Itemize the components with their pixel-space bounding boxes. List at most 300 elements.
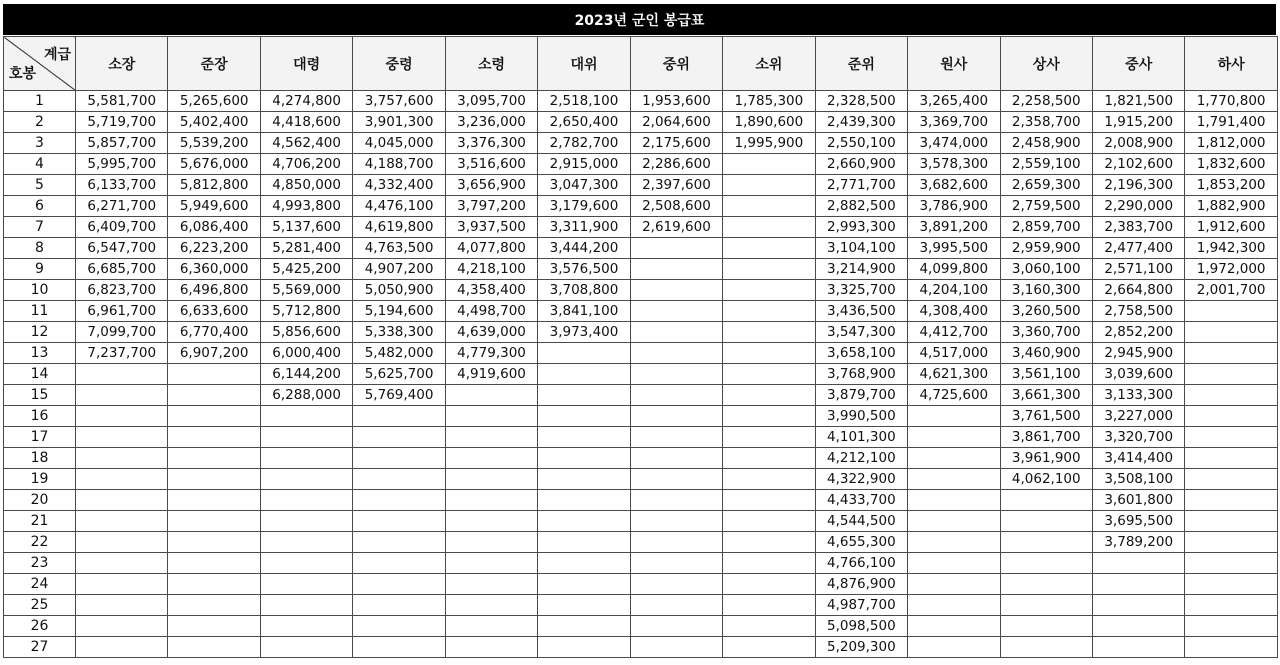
pay-cell: 3,236,000 <box>445 112 537 133</box>
pay-cell <box>723 280 815 301</box>
rank-header: 준위 <box>815 37 907 91</box>
pay-cell <box>168 406 260 427</box>
pay-cell: 4,562,400 <box>260 133 352 154</box>
table-row <box>4 154 1278 175</box>
pay-cell: 5,569,000 <box>260 280 352 301</box>
pay-cell <box>538 406 630 427</box>
pay-cell <box>538 616 630 637</box>
table-row <box>4 490 1278 511</box>
table-row <box>4 217 1278 238</box>
pay-cell: 7,099,700 <box>76 322 168 343</box>
pay-cell <box>168 553 260 574</box>
pay-cell: 5,137,600 <box>260 217 352 238</box>
pay-cell <box>538 532 630 553</box>
pay-cell: 3,376,300 <box>445 133 537 154</box>
pay-cell <box>908 448 1000 469</box>
pay-cell: 5,676,000 <box>168 154 260 175</box>
pay-cell: 7,237,700 <box>76 343 168 364</box>
pay-cell: 6,144,200 <box>260 364 352 385</box>
pay-cell: 4,498,700 <box>445 301 537 322</box>
pay-cell <box>76 406 168 427</box>
pay-cell: 3,414,400 <box>1092 448 1184 469</box>
pay-cell: 2,945,900 <box>1092 343 1184 364</box>
table-row <box>4 469 1278 490</box>
pay-cell <box>630 238 722 259</box>
pay-cell <box>538 469 630 490</box>
pay-cell: 4,204,100 <box>908 280 1000 301</box>
table-row <box>4 91 1278 112</box>
pay-cell: 2,782,700 <box>538 133 630 154</box>
pay-cell <box>723 175 815 196</box>
pay-cell: 3,227,000 <box>1092 406 1184 427</box>
pay-cell <box>353 595 445 616</box>
table-row <box>4 637 1278 658</box>
pay-cell: 5,856,600 <box>260 322 352 343</box>
table-row <box>4 532 1278 553</box>
pay-cell: 3,695,500 <box>1092 511 1184 532</box>
pay-cell <box>353 427 445 448</box>
pay-cell: 3,973,400 <box>538 322 630 343</box>
step-cell: 19 <box>4 469 76 490</box>
pay-cell: 5,194,600 <box>353 301 445 322</box>
pay-cell <box>723 406 815 427</box>
pay-cell <box>1185 511 1277 532</box>
pay-cell: 1,812,000 <box>1185 133 1277 154</box>
pay-cell <box>723 511 815 532</box>
step-cell: 21 <box>4 511 76 532</box>
pay-cell <box>1185 574 1277 595</box>
pay-cell <box>630 595 722 616</box>
pay-cell: 2,397,600 <box>630 175 722 196</box>
pay-cell <box>908 532 1000 553</box>
table-row <box>4 133 1278 154</box>
pay-table <box>3 36 1278 658</box>
pay-cell <box>723 616 815 637</box>
pay-cell <box>630 574 722 595</box>
pay-cell: 2,660,900 <box>815 154 907 175</box>
pay-cell: 3,561,100 <box>1000 364 1092 385</box>
pay-cell: 3,214,900 <box>815 259 907 280</box>
pay-cell <box>723 469 815 490</box>
pay-cell <box>908 553 1000 574</box>
pay-cell <box>445 448 537 469</box>
pay-cell: 1,785,300 <box>723 91 815 112</box>
pay-cell: 5,857,700 <box>76 133 168 154</box>
pay-cell <box>538 385 630 406</box>
pay-cell <box>538 490 630 511</box>
pay-cell <box>630 427 722 448</box>
pay-cell <box>445 511 537 532</box>
pay-cell <box>76 490 168 511</box>
pay-cell: 2,008,900 <box>1092 133 1184 154</box>
rank-header: 소령 <box>445 37 537 91</box>
pay-cell <box>1185 490 1277 511</box>
pay-cell: 4,077,800 <box>445 238 537 259</box>
pay-cell <box>1185 427 1277 448</box>
step-cell: 1 <box>4 91 76 112</box>
step-cell: 5 <box>4 175 76 196</box>
pay-cell: 3,658,100 <box>815 343 907 364</box>
table-row <box>4 196 1278 217</box>
pay-cell <box>723 217 815 238</box>
pay-cell <box>260 532 352 553</box>
pay-cell: 5,098,500 <box>815 616 907 637</box>
pay-cell: 6,685,700 <box>76 259 168 280</box>
pay-cell: 2,477,400 <box>1092 238 1184 259</box>
pay-cell: 5,769,400 <box>353 385 445 406</box>
pay-cell <box>260 637 352 658</box>
pay-cell: 5,539,200 <box>168 133 260 154</box>
pay-cell <box>76 637 168 658</box>
pay-cell: 5,482,000 <box>353 343 445 364</box>
pay-cell: 3,047,300 <box>538 175 630 196</box>
table-row <box>4 112 1278 133</box>
pay-cell: 3,768,900 <box>815 364 907 385</box>
pay-cell: 1,832,600 <box>1185 154 1277 175</box>
pay-cell <box>445 469 537 490</box>
pay-cell: 3,474,000 <box>908 133 1000 154</box>
pay-cell: 3,995,500 <box>908 238 1000 259</box>
pay-cell: 1,915,200 <box>1092 112 1184 133</box>
pay-cell <box>353 616 445 637</box>
pay-cell <box>168 364 260 385</box>
pay-cell: 3,786,900 <box>908 196 1000 217</box>
pay-cell <box>908 616 1000 637</box>
pay-cell: 3,516,600 <box>445 154 537 175</box>
pay-cell: 1,953,600 <box>630 91 722 112</box>
pay-cell: 6,496,800 <box>168 280 260 301</box>
pay-cell <box>538 637 630 658</box>
pay-cell <box>630 616 722 637</box>
pay-cell <box>908 637 1000 658</box>
pay-cell: 4,655,300 <box>815 532 907 553</box>
pay-cell <box>168 448 260 469</box>
pay-cell <box>538 574 630 595</box>
pay-cell <box>723 595 815 616</box>
pay-cell <box>260 574 352 595</box>
pay-cell <box>353 532 445 553</box>
pay-cell <box>76 364 168 385</box>
pay-cell: 4,779,300 <box>445 343 537 364</box>
pay-cell: 3,325,700 <box>815 280 907 301</box>
pay-cell: 6,961,700 <box>76 301 168 322</box>
pay-cell <box>723 259 815 280</box>
table-row <box>4 385 1278 406</box>
pay-cell <box>723 637 815 658</box>
pay-cell: 4,876,900 <box>815 574 907 595</box>
pay-cell <box>630 448 722 469</box>
table-row <box>4 553 1278 574</box>
pay-cell: 2,559,100 <box>1000 154 1092 175</box>
pay-cell: 3,265,400 <box>908 91 1000 112</box>
pay-cell <box>1185 469 1277 490</box>
pay-cell: 4,907,200 <box>353 259 445 280</box>
pay-cell <box>630 301 722 322</box>
pay-cell <box>1185 385 1277 406</box>
pay-cell <box>630 490 722 511</box>
pay-cell <box>260 448 352 469</box>
pay-cell: 2,358,700 <box>1000 112 1092 133</box>
pay-cell: 4,619,800 <box>353 217 445 238</box>
table-row <box>4 595 1278 616</box>
table-row <box>4 343 1278 364</box>
pay-cell: 3,961,900 <box>1000 448 1092 469</box>
pay-cell: 3,311,900 <box>538 217 630 238</box>
pay-cell: 5,402,400 <box>168 112 260 133</box>
step-cell: 24 <box>4 574 76 595</box>
pay-cell: 5,812,800 <box>168 175 260 196</box>
pay-cell <box>353 490 445 511</box>
pay-cell <box>538 343 630 364</box>
pay-cell <box>630 280 722 301</box>
pay-cell: 2,659,300 <box>1000 175 1092 196</box>
step-cell: 13 <box>4 343 76 364</box>
pay-cell <box>168 532 260 553</box>
pay-cell: 3,060,100 <box>1000 259 1092 280</box>
rank-header: 대위 <box>538 37 630 91</box>
pay-cell: 2,328,500 <box>815 91 907 112</box>
pay-cell: 4,212,100 <box>815 448 907 469</box>
pay-cell <box>630 322 722 343</box>
pay-cell <box>630 385 722 406</box>
pay-cell <box>445 553 537 574</box>
table-row <box>4 301 1278 322</box>
pay-cell <box>353 406 445 427</box>
pay-cell: 5,625,700 <box>353 364 445 385</box>
pay-cell <box>723 427 815 448</box>
pay-cell: 4,218,100 <box>445 259 537 280</box>
pay-cell: 1,995,900 <box>723 133 815 154</box>
pay-cell <box>1092 637 1184 658</box>
pay-cell <box>538 511 630 532</box>
pay-cell: 6,133,700 <box>76 175 168 196</box>
pay-cell: 3,547,300 <box>815 322 907 343</box>
pay-cell: 4,412,700 <box>908 322 1000 343</box>
rank-header: 상사 <box>1000 37 1092 91</box>
pay-cell <box>353 553 445 574</box>
pay-cell <box>630 364 722 385</box>
pay-cell <box>1185 364 1277 385</box>
pay-cell <box>260 616 352 637</box>
pay-cell <box>76 532 168 553</box>
pay-cell: 2,064,600 <box>630 112 722 133</box>
pay-cell: 6,086,400 <box>168 217 260 238</box>
pay-cell: 5,281,400 <box>260 238 352 259</box>
pay-cell: 3,444,200 <box>538 238 630 259</box>
pay-cell: 3,682,600 <box>908 175 1000 196</box>
pay-cell <box>1092 574 1184 595</box>
pay-cell <box>630 532 722 553</box>
pay-cell: 3,761,500 <box>1000 406 1092 427</box>
pay-cell <box>76 448 168 469</box>
pay-cell: 2,959,900 <box>1000 238 1092 259</box>
pay-cell: 1,770,800 <box>1185 91 1277 112</box>
pay-cell: 1,890,600 <box>723 112 815 133</box>
pay-cell: 3,576,500 <box>538 259 630 280</box>
pay-cell: 5,425,200 <box>260 259 352 280</box>
pay-cell: 3,104,100 <box>815 238 907 259</box>
pay-cell <box>445 616 537 637</box>
pay-cell <box>538 364 630 385</box>
pay-cell: 4,045,000 <box>353 133 445 154</box>
pay-cell: 3,861,700 <box>1000 427 1092 448</box>
pay-cell: 3,508,100 <box>1092 469 1184 490</box>
pay-cell: 3,436,500 <box>815 301 907 322</box>
pay-cell <box>445 406 537 427</box>
pay-cell <box>723 574 815 595</box>
pay-cell <box>168 595 260 616</box>
pay-cell: 5,581,700 <box>76 91 168 112</box>
pay-cell: 3,360,700 <box>1000 322 1092 343</box>
pay-cell <box>76 574 168 595</box>
pay-cell <box>1185 322 1277 343</box>
pay-cell <box>168 637 260 658</box>
pay-cell <box>76 385 168 406</box>
pay-cell: 6,907,200 <box>168 343 260 364</box>
pay-cell <box>168 574 260 595</box>
step-cell: 15 <box>4 385 76 406</box>
pay-cell: 5,949,600 <box>168 196 260 217</box>
pay-cell: 3,757,600 <box>353 91 445 112</box>
pay-cell: 2,650,400 <box>538 112 630 133</box>
pay-cell <box>445 427 537 448</box>
table-body <box>4 91 1278 658</box>
pay-cell: 2,571,100 <box>1092 259 1184 280</box>
pay-cell <box>908 490 1000 511</box>
rank-header: 중사 <box>1092 37 1184 91</box>
pay-cell <box>1000 616 1092 637</box>
pay-cell <box>353 574 445 595</box>
pay-cell <box>260 511 352 532</box>
pay-cell: 4,919,600 <box>445 364 537 385</box>
pay-cell <box>630 343 722 364</box>
step-cell: 26 <box>4 616 76 637</box>
pay-cell <box>1092 553 1184 574</box>
pay-cell <box>1185 301 1277 322</box>
pay-cell <box>1185 343 1277 364</box>
pay-cell: 4,621,300 <box>908 364 1000 385</box>
pay-cell: 3,578,300 <box>908 154 1000 175</box>
pay-cell: 2,196,300 <box>1092 175 1184 196</box>
pay-cell <box>1185 406 1277 427</box>
pay-cell: 1,972,000 <box>1185 259 1277 280</box>
pay-cell <box>723 238 815 259</box>
pay-cell: 1,882,900 <box>1185 196 1277 217</box>
step-cell: 27 <box>4 637 76 658</box>
pay-cell: 4,725,600 <box>908 385 1000 406</box>
pay-cell: 4,517,000 <box>908 343 1000 364</box>
pay-cell: 2,759,500 <box>1000 196 1092 217</box>
pay-cell <box>908 406 1000 427</box>
pay-cell <box>1000 490 1092 511</box>
pay-cell <box>353 637 445 658</box>
step-cell: 7 <box>4 217 76 238</box>
rank-header: 중위 <box>630 37 722 91</box>
pay-cell: 3,179,600 <box>538 196 630 217</box>
pay-cell: 4,993,800 <box>260 196 352 217</box>
pay-cell: 2,458,900 <box>1000 133 1092 154</box>
pay-cell <box>723 196 815 217</box>
pay-cell <box>260 469 352 490</box>
step-cell: 25 <box>4 595 76 616</box>
pay-cell: 4,639,000 <box>445 322 537 343</box>
step-cell: 18 <box>4 448 76 469</box>
pay-cell: 5,712,800 <box>260 301 352 322</box>
step-cell: 17 <box>4 427 76 448</box>
pay-cell <box>908 427 1000 448</box>
pay-cell: 4,062,100 <box>1000 469 1092 490</box>
table-row <box>4 574 1278 595</box>
pay-cell <box>630 259 722 280</box>
pay-cell <box>260 427 352 448</box>
header-row <box>4 37 1278 91</box>
pay-cell: 4,322,900 <box>815 469 907 490</box>
step-cell: 16 <box>4 406 76 427</box>
pay-cell: 3,095,700 <box>445 91 537 112</box>
pay-cell <box>723 448 815 469</box>
pay-cell: 4,433,700 <box>815 490 907 511</box>
pay-cell: 2,993,300 <box>815 217 907 238</box>
step-cell: 14 <box>4 364 76 385</box>
pay-cell: 2,664,800 <box>1092 280 1184 301</box>
pay-cell <box>1000 574 1092 595</box>
pay-cell <box>445 532 537 553</box>
pay-cell: 3,369,700 <box>908 112 1000 133</box>
pay-cell <box>908 469 1000 490</box>
table-row <box>4 175 1278 196</box>
pay-cell <box>76 595 168 616</box>
pay-cell: 1,853,200 <box>1185 175 1277 196</box>
pay-cell: 3,879,700 <box>815 385 907 406</box>
pay-cell <box>630 553 722 574</box>
pay-cell <box>1000 553 1092 574</box>
pay-cell: 3,937,500 <box>445 217 537 238</box>
rank-header: 원사 <box>908 37 1000 91</box>
pay-cell <box>353 448 445 469</box>
step-cell: 9 <box>4 259 76 280</box>
pay-cell <box>1185 553 1277 574</box>
pay-cell: 1,942,300 <box>1185 238 1277 259</box>
table-row <box>4 322 1278 343</box>
pay-cell <box>76 616 168 637</box>
pay-cell: 6,223,200 <box>168 238 260 259</box>
pay-cell <box>445 490 537 511</box>
pay-cell: 2,001,700 <box>1185 280 1277 301</box>
pay-cell: 2,175,600 <box>630 133 722 154</box>
pay-cell <box>538 427 630 448</box>
pay-cell: 3,789,200 <box>1092 532 1184 553</box>
pay-cell: 4,101,300 <box>815 427 907 448</box>
pay-cell <box>630 406 722 427</box>
pay-cell <box>168 385 260 406</box>
pay-cell <box>723 490 815 511</box>
pay-cell: 6,409,700 <box>76 217 168 238</box>
pay-cell: 2,518,100 <box>538 91 630 112</box>
pay-cell <box>1185 637 1277 658</box>
rank-header: 준장 <box>168 37 260 91</box>
pay-cell: 3,990,500 <box>815 406 907 427</box>
pay-cell <box>445 637 537 658</box>
pay-cell: 4,476,100 <box>353 196 445 217</box>
pay-cell: 6,000,400 <box>260 343 352 364</box>
pay-cell: 4,274,800 <box>260 91 352 112</box>
pay-cell <box>1092 616 1184 637</box>
pay-cell <box>908 595 1000 616</box>
rank-axis-label: 계급 <box>43 47 71 63</box>
step-cell: 10 <box>4 280 76 301</box>
pay-cell: 6,633,600 <box>168 301 260 322</box>
pay-cell: 4,850,000 <box>260 175 352 196</box>
